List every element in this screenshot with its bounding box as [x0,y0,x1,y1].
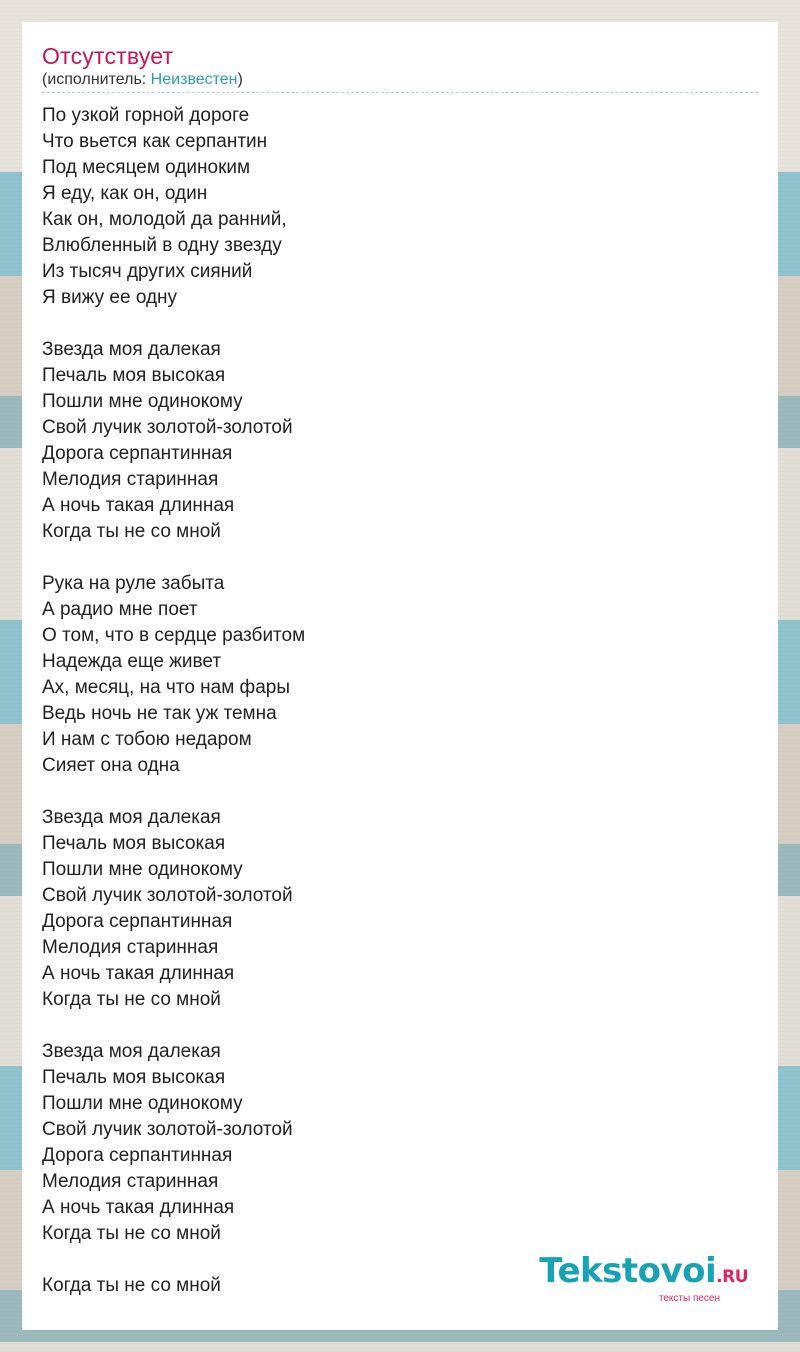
song-title: Отсутствует [42,43,174,69]
stanza-gap [42,779,758,805]
lyric-line: Рука на руле забыта [42,573,225,594]
lyric-line: Надежда еще живет [42,651,222,672]
lyric-line: А ночь такая длинная [42,1197,235,1218]
lyric-line: Мелодия старинная [42,469,219,490]
lyric-line: Когда ты не со мной [42,521,221,542]
lyric-line: Под месяцем одиноким [42,157,251,178]
lyric-line: Когда ты не со мной [42,989,221,1010]
stanza-gap [42,545,758,571]
lyric-line: О том, что в сердце разбитом [42,625,306,646]
stanza-gap [42,1013,758,1039]
lyric-line: Что вьется как серпантин [42,131,268,152]
lyric-line: Печаль моя высокая [42,365,226,386]
lyric-line: Звезда моя далекая [42,1041,221,1062]
lyric-line: Я вижу ее одну [42,287,178,308]
lyric-line: Я еду, как он, один [42,183,208,204]
lyric-line: Звезда моя далекая [42,339,221,360]
logo-tld: .RU [716,1267,748,1287]
lyric-line: Как он, молодой да ранний, [42,209,287,230]
stanza-gap [42,311,758,337]
lyric-line: Свой лучик золотой-золотой [42,885,293,906]
lyric-line: Пошли мне одинокому [42,391,243,412]
lyric-line: Пошли мне одинокому [42,1093,243,1114]
artist-prefix: (исполнитель: [42,71,151,88]
lyric-line: Ведь ночь не так уж темна [42,703,277,724]
lyric-line: И нам с тобою недаром [42,729,252,750]
lyric-line: Влюбленный в одну звезду [42,235,282,256]
lyric-line: Ах, месяц, на что нам фары [42,677,290,698]
logo-tagline: тексты песен [658,1293,720,1304]
lyric-line: Звезда моя далекая [42,807,221,828]
lyric-line: Из тысяч других сияний [42,261,253,282]
artist-line [42,70,758,93]
lyric-line: Дорога серпантинная [42,911,233,932]
lyrics-card [22,22,778,1330]
lyric-line: Когда ты не со мной [42,1223,221,1244]
artist-suffix: ) [237,71,243,88]
lyric-line: Дорога серпантинная [42,1145,233,1166]
lyric-line: Печаль моя высокая [42,833,226,854]
lyrics-body [42,103,758,1299]
lyric-line: А ночь такая длинная [42,963,235,984]
logo-name: Tekstovoi [539,1251,717,1291]
site-logo[interactable] [539,1251,748,1304]
lyric-line: Свой лучик золотой-золотой [42,1119,293,1140]
lyric-line: Мелодия старинная [42,1171,219,1192]
lyric-line: Пошли мне одинокому [42,859,243,880]
lyric-line: Свой лучик золотой-золотой [42,417,293,438]
lyric-line: Печаль моя высокая [42,1067,226,1088]
artist-link[interactable]: Неизвестен [150,71,238,88]
lyric-line: А радио мне поет [42,599,198,620]
lyric-line: Сияет она одна [42,755,180,776]
lyric-line: По узкой горной дороге [42,105,250,126]
lyric-line: Когда ты не со мной [42,1275,221,1296]
lyric-line: Дорога серпантинная [42,443,233,464]
lyric-line: Мелодия старинная [42,937,219,958]
lyric-line: А ночь такая длинная [42,495,235,516]
